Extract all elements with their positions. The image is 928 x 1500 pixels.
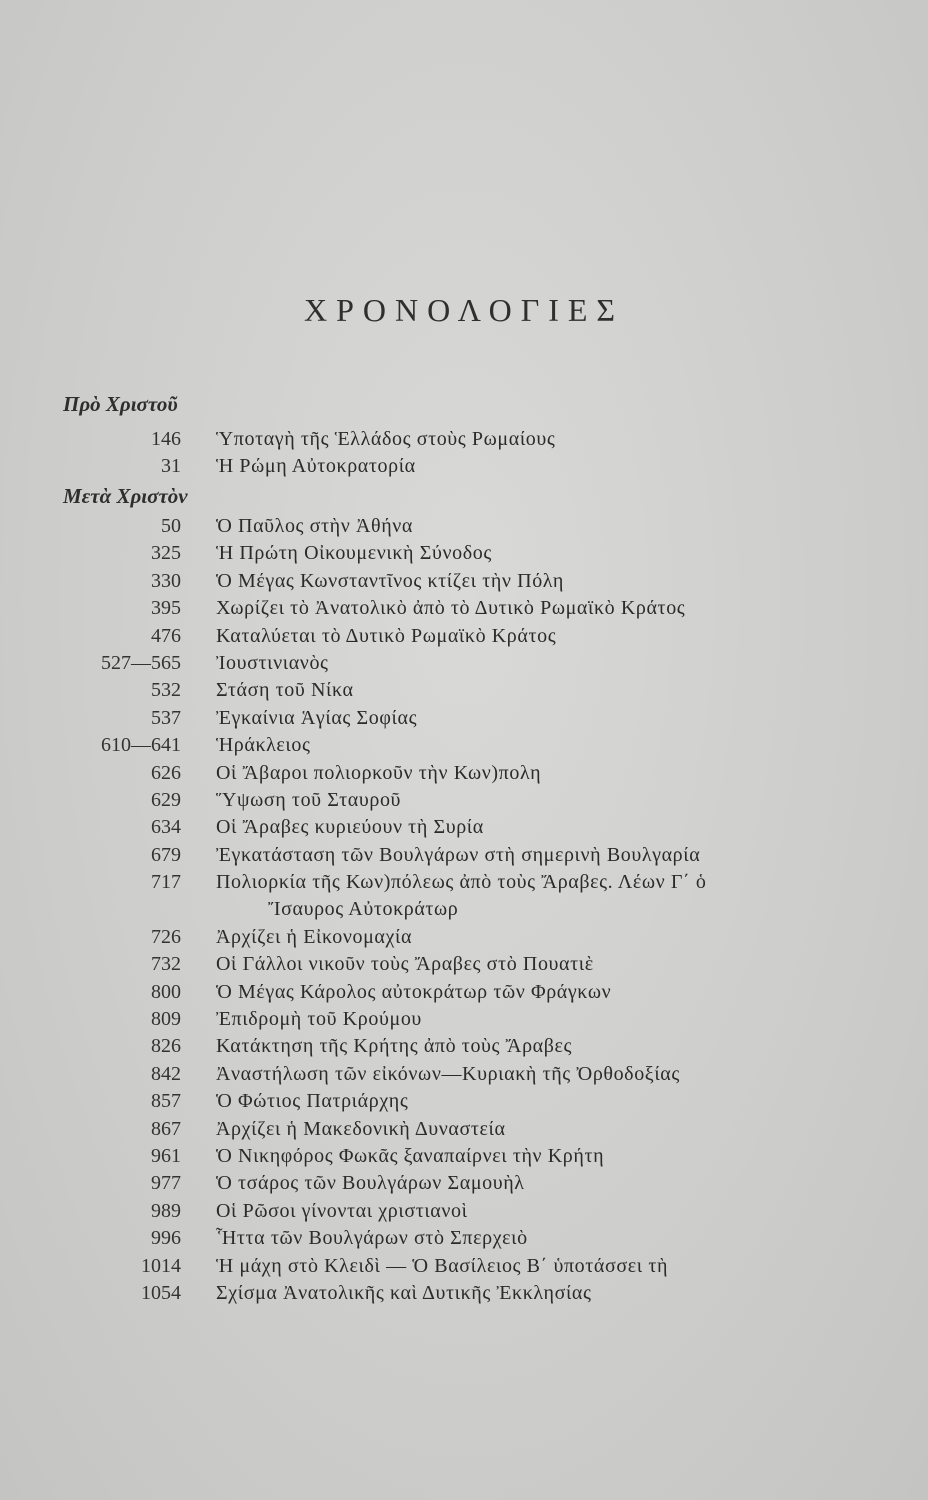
entry-event: Καταλύεται τὸ Δυτικὸ Ρωμαϊκὸ Κράτος	[216, 624, 557, 647]
page-title: ΧΡΟΝΟΛΟΓΙΕΣ	[303, 292, 625, 328]
entry-event: Οἱ Γάλλοι νικοῦν τοὺς Ἄραβες στὸ Πουατιὲ	[216, 953, 594, 976]
chronology-row	[0, 705, 928, 732]
entry-year: 809	[151, 1008, 181, 1031]
entry-event: Πολιορκία τῆς Κων)πόλεως ἀπὸ τοὺς Ἄραβες. Λέων Γ΄ ὁ	[216, 871, 707, 894]
chronology-row	[0, 1116, 928, 1143]
entry-year: 325	[151, 542, 181, 565]
entry-event: Ὁ Μέγας Κάρολος αὐτοκράτωρ τῶν Φράγκων	[216, 980, 612, 1003]
chronology-row	[0, 595, 928, 622]
entry-year: 476	[151, 624, 181, 647]
entry-year: 842	[151, 1062, 181, 1085]
entry-event: Κατάκτηση τῆς Κρήτης ἀπὸ τοὺς Ἄραβες	[216, 1035, 573, 1058]
chronology-row	[0, 732, 928, 759]
entry-year: 50	[161, 515, 181, 537]
entry-event: Ἀρχίζει ἡ Εἰκονομαχία	[216, 925, 413, 948]
chronology-row	[0, 951, 928, 978]
entry-event: Οἱ Ρῶσοι γίνονται χριστιανοὶ	[216, 1199, 468, 1222]
chronology-row	[0, 1307, 928, 1362]
entry-event: Ἐγκατάσταση τῶν Βουλγάρων στὴ σημερινὴ Βουλγαρία	[216, 843, 701, 866]
entry-event: Ἡράκλειος	[216, 734, 311, 757]
entry-year: 800	[151, 980, 181, 1003]
entry-event: Ὁ Νικηφόρος Φωκᾶς ξαναπαίρνει τὴν Κρήτη	[216, 1145, 605, 1167]
entry-year: 989	[151, 1199, 181, 1222]
chronology-row	[0, 1170, 928, 1197]
entry-year: 610—641	[101, 734, 181, 757]
entry-year: 679	[151, 843, 181, 866]
chronology-row	[0, 453, 928, 480]
chronology-row	[0, 540, 928, 567]
chronology-row	[0, 1225, 928, 1252]
entry-event: Ἰουστινιανὸς	[216, 651, 329, 674]
chronology-row	[0, 1088, 928, 1115]
chronology-row	[0, 1006, 928, 1033]
entry-event: Ἐπιδρομὴ τοῦ Κρούμου	[216, 1008, 422, 1031]
entry-year: 330	[151, 569, 181, 592]
chronology-row	[0, 760, 928, 787]
entry-event-continuation: Ἴσαυρος Αὐτοκράτωρ	[268, 898, 459, 921]
chronology-row	[0, 1143, 928, 1170]
entry-year: 532	[151, 679, 181, 702]
chronology-row	[0, 924, 928, 951]
entry-event: Ἡ μάχη στὸ Κλειδὶ — Ὁ Βασίλειος Β΄ ὑποτάσσει τὴ	[216, 1254, 669, 1277]
entry-year: 629	[151, 788, 181, 811]
chronology-row	[0, 814, 928, 841]
entry-event: Ἧττα τῶν Βουλγάρων στὸ Σπερχειὸ	[216, 1227, 528, 1250]
entry-year: 867	[151, 1117, 181, 1140]
chronology-row	[0, 1033, 928, 1060]
entry-year: 717	[151, 871, 181, 894]
entry-year: 961	[151, 1145, 181, 1167]
entry-event: Ὕψωση τοῦ Σταυροῦ	[216, 788, 402, 811]
chronology-row	[0, 1253, 928, 1280]
entry-year: 146	[151, 428, 181, 450]
section-label-ad: Μετὰ Χριστὸν	[63, 484, 188, 508]
entry-year: 732	[151, 953, 181, 976]
entry-year: 31	[161, 455, 181, 478]
chronology-row	[0, 1280, 928, 1307]
entry-year: 826	[151, 1035, 181, 1058]
entry-event: Ἀναστήλωση τῶν εἰκόνων—Κυριακὴ τῆς Ὀρθοδοξίας	[216, 1062, 680, 1085]
entry-year: 977	[151, 1172, 181, 1195]
ad-entries	[0, 513, 928, 1390]
entry-event: Ὑποταγὴ τῆς Ἑλλάδος στοὺς Ρωμαίους	[216, 428, 556, 450]
chronology-row	[0, 568, 928, 595]
entry-event: Ὁ Παῦλος στὴν Ἀθήνα	[216, 515, 413, 537]
entry-year: 1054	[141, 1281, 181, 1304]
chronology-row	[0, 677, 928, 704]
chronology-row	[0, 650, 928, 677]
entry-event: Ἡ Ρώμη Αὐτοκρατορία	[216, 455, 416, 478]
entry-event: Ἡ Πρώτη Οἰκουμενικὴ Σύνοδος	[216, 542, 492, 565]
entry-year: 1014	[141, 1254, 181, 1277]
chronology-row	[0, 513, 928, 540]
entry-year: 634	[151, 816, 181, 839]
entry-event: Ὁ Φώτιος Πατριάρχης	[216, 1090, 409, 1113]
bc-entries	[0, 426, 928, 481]
entry-event: Σχίσμα Ἀνατολικῆς καὶ Δυτικῆς Ἐκκλησίας	[216, 1281, 592, 1304]
chronology-row	[0, 623, 928, 650]
entry-year: 857	[151, 1090, 181, 1113]
chronology-row	[0, 787, 928, 814]
entry-year: 626	[151, 761, 181, 784]
entry-event: Ὁ τσάρος τῶν Βουλγάρων Σαμουὴλ	[216, 1172, 525, 1195]
entry-event: Στάση τοῦ Νίκα	[216, 679, 354, 702]
entry-event: Χωρίζει τὸ Ἀνατολικὸ ἀπὸ τὸ Δυτικὸ Ρωμαϊκὸ Κράτος	[216, 597, 686, 620]
entry-year: 726	[151, 925, 181, 948]
chronology-row	[0, 1362, 928, 1389]
entry-event: Ὁ Μέγας Κωνσταντῖνος κτίζει τὴν Πόλη	[216, 569, 564, 592]
entry-year: 996	[151, 1227, 181, 1250]
section-label-bc: Πρὸ Χριστοῦ	[63, 392, 178, 416]
chronology-row	[0, 979, 928, 1006]
entry-event: Ἐγκαίνια Ἁγίας Σοφίας	[216, 706, 418, 729]
chronology-row	[0, 1061, 928, 1088]
chronology-row	[0, 426, 928, 453]
entry-year: 537	[151, 706, 181, 729]
entry-year: 527—565	[101, 651, 181, 674]
entry-event: Οἱ Ἄραβες κυριεύουν τὴ Συρία	[216, 816, 484, 839]
entry-event: Ἀρχίζει ἡ Μακεδονικὴ Δυναστεία	[216, 1117, 506, 1140]
entry-year: 395	[151, 597, 181, 620]
entry-event: Οἱ Ἄβαροι πολιορκοῦν τὴν Κων)πολη	[216, 761, 542, 784]
chronology-row	[0, 1198, 928, 1225]
chronology-row	[0, 869, 928, 924]
chronology-row	[0, 842, 928, 869]
